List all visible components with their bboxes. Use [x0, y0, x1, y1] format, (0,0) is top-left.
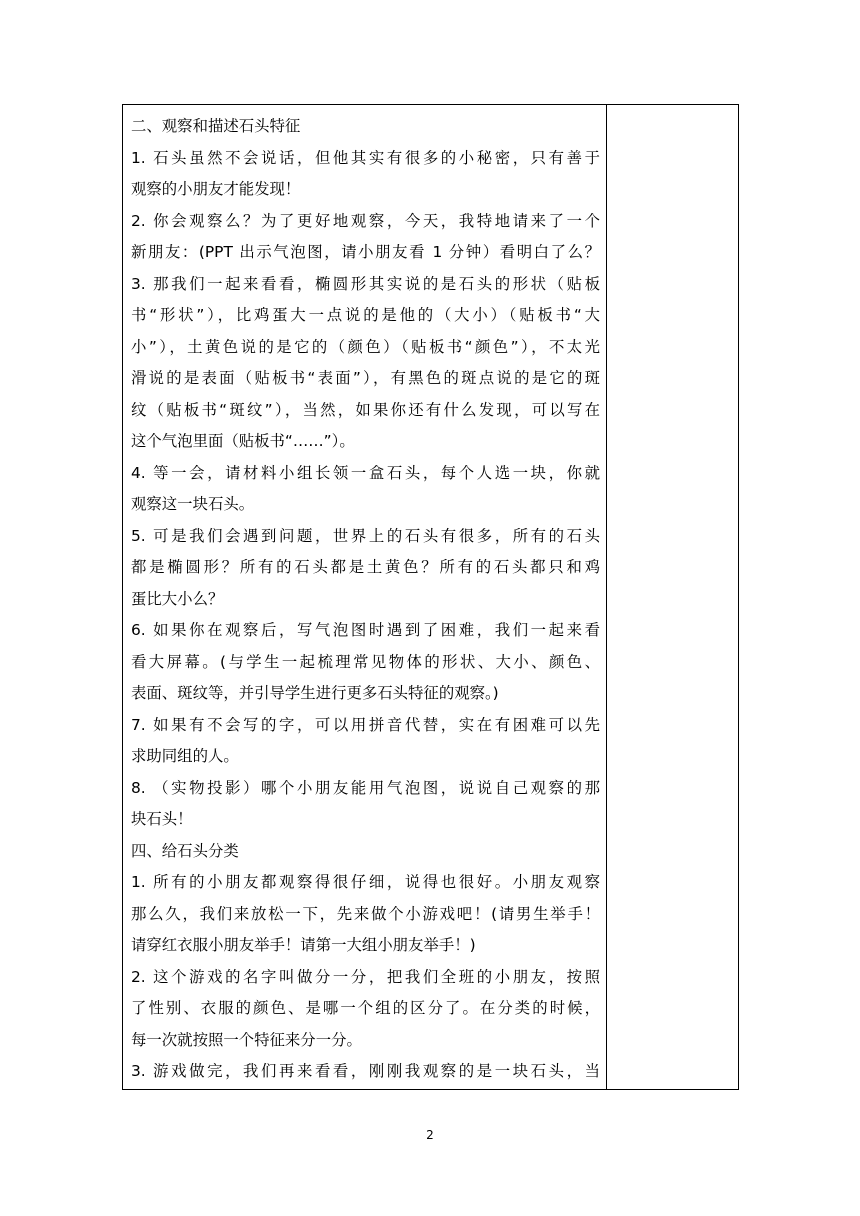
notes-cell [607, 105, 738, 1089]
text-line: 2. 这个游戏的名字叫做分一分，把我们全班的小朋友，按照 [131, 967, 600, 986]
section-heading: 二、观察和描述石头特征 [131, 117, 301, 135]
lesson-table [122, 104, 739, 1090]
text-line: 6. 如果你在观察后，写气泡图时遇到了困难，我们一起来看 [131, 621, 600, 639]
text-line: 请穿红衣服小朋友举手！请第一大组小朋友举手！) [131, 936, 476, 954]
text-line: 2. 你会观察么？为了更好地观察，今天，我特地请来了一个 [131, 211, 600, 230]
text-line: 8. （实物投影）哪个小朋友能用气泡图，说说自己观察的那 [131, 778, 600, 797]
section-heading: 四、给石头分类 [131, 841, 239, 860]
text-line: 每一次就按照一个特征来分一分。 [131, 1030, 362, 1049]
text-line: 块石头！ [131, 810, 193, 828]
page-number: 2 [426, 1128, 434, 1142]
text-line: 4. 等一会，请材料小组长领一盒石头，每个人选一块，你就 [131, 463, 600, 482]
text-line: 了性别、衣服的颜色、是哪一个组的区分了。在分类的时候， [131, 999, 600, 1017]
text-line: 3. 游戏做完，我们再来看看，刚刚我观察的是一块石头，当 [131, 1062, 600, 1080]
text-line: 表面、斑纹等，并引导学生进行更多石头特征的观察。) [131, 684, 499, 702]
text-line: 1. 所有的小朋友都观察得很仔细，说得也很好。小朋友观察 [131, 873, 600, 891]
text-line: 滑说的是表面（贴板书“表面”），有黑色的斑点说的是它的斑 [131, 369, 600, 387]
lesson-content-cell [123, 105, 607, 1089]
text-line: 书“形状”），比鸡蛋大一点说的是他的（大小）（贴板书“大 [131, 306, 600, 324]
text-line: 看大屏幕。(与学生一起梳理常见物体的形状、大小、颜色、 [131, 652, 600, 671]
text-line: 3. 那我们一起来看看，椭圆形其实说的是石头的形状（贴板 [131, 274, 600, 293]
text-line: 这个气泡里面（贴板书“……”）。 [131, 432, 355, 450]
text-line: 求助同组的人。 [131, 747, 239, 765]
text-line: 新朋友：(PPT 出示气泡图，请小朋友看 1 分钟）看明白了么？ [131, 243, 600, 261]
text-line: 5. 可是我们会遇到问题，世界上的石头有很多，所有的石头 [131, 526, 600, 545]
text-line: 小”），土黄色说的是它的（颜色）（贴板书“颜色”），不太光 [131, 337, 600, 356]
text-line: 那么久，我们来放松一下，先来做个小游戏吧！(请男生举手！ [131, 904, 600, 923]
text-line: 都是椭圆形？所有的石头都是土黄色？所有的石头都只和鸡 [131, 558, 600, 576]
text-line: 1. 石头虽然不会说话，但他其实有很多的小秘密，只有善于 [131, 148, 600, 167]
text-line: 观察的小朋友才能发现！ [131, 180, 301, 198]
text-line: 纹（贴板书“斑纹”），当然，如果你还有什么发现，可以写在 [131, 400, 600, 419]
text-line: 7. 如果有不会写的字，可以用拼音代替，实在有困难可以先 [131, 715, 600, 734]
text-line: 观察这一块石头。 [131, 495, 255, 513]
text-line: 蛋比大小么？ [131, 589, 224, 608]
